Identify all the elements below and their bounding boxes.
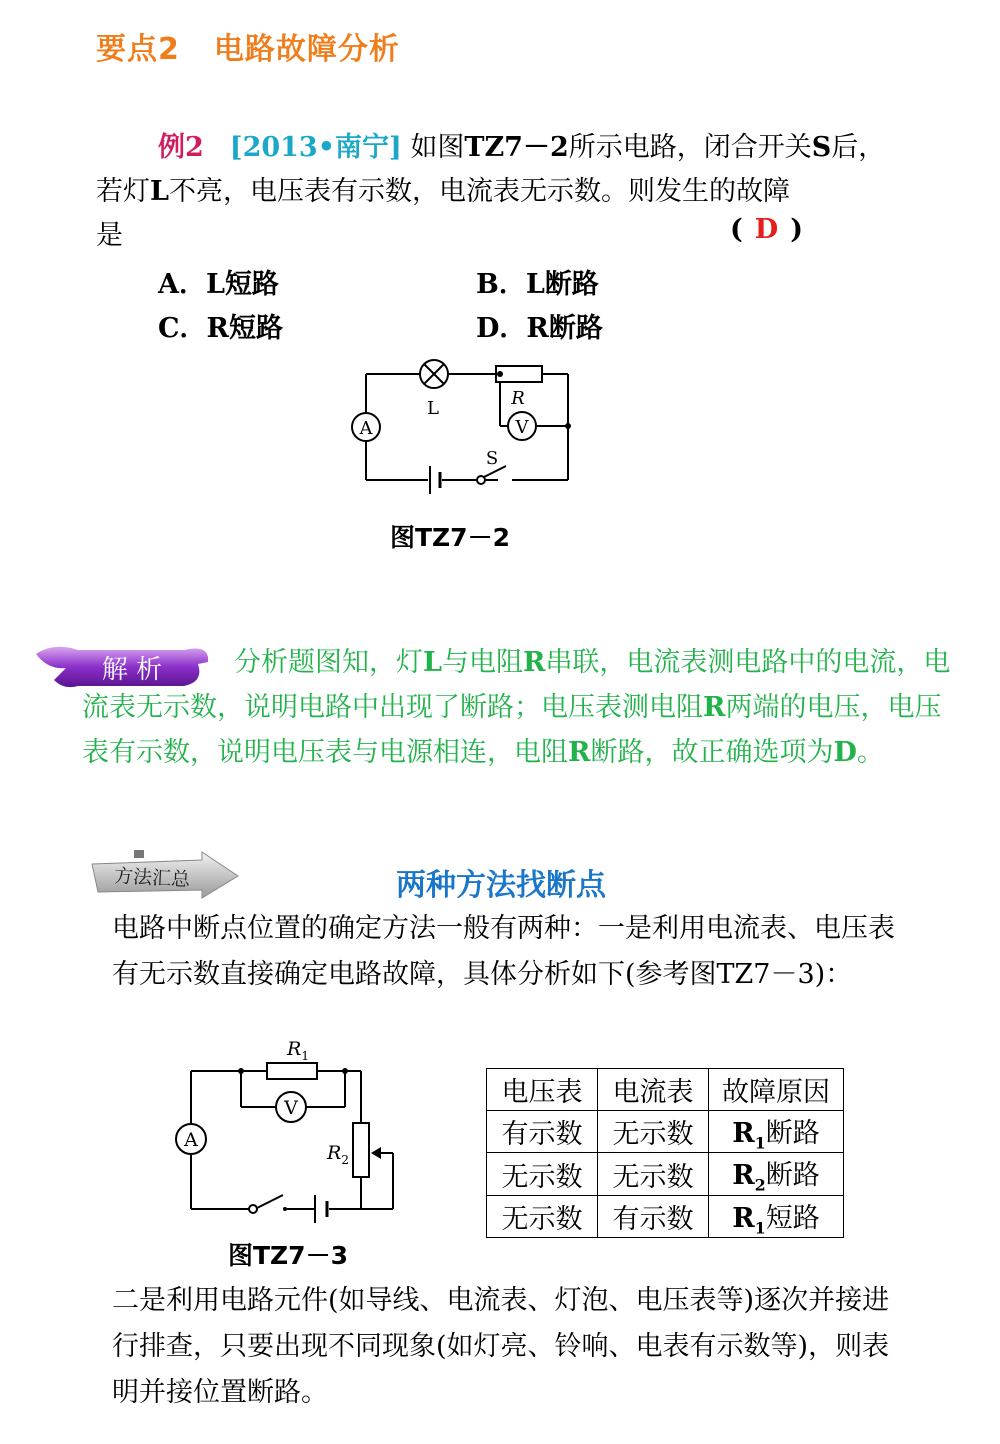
- table-header-row: [487, 1069, 844, 1111]
- option-key: C．: [158, 313, 207, 344]
- option-c: [158, 306, 283, 345]
- battery-symbol: [315, 1195, 327, 1223]
- option-text: R短路: [206, 313, 283, 344]
- table-cell: $R_1$短路: [709, 1195, 844, 1237]
- table-row: [487, 1111, 844, 1153]
- table-cell: 无示数: [487, 1153, 598, 1195]
- battery-symbol: [430, 466, 440, 494]
- analysis-part: L: [423, 647, 442, 678]
- r1-label: $R_1$: [287, 1038, 309, 1063]
- table-row: [487, 1195, 844, 1237]
- voltmeter-label: V: [515, 417, 529, 438]
- analysis-part: 两端的电压，电压表有示数，说明电压表与电源相连，电阻: [82, 692, 942, 768]
- section-heading: [96, 24, 400, 68]
- method-outro: 二是利用电路元件(如导线、电流表、灯泡、电压表等)逐次并接进行排查，只要出现不同现象(如灯亮、铃响、电表有示数等)，则表明并接位置断路。: [112, 1285, 890, 1408]
- analysis-part: 分析题图知，灯: [234, 647, 423, 678]
- section-label: 要点2: [96, 32, 180, 67]
- circuit-diagram-2: [165, 1035, 415, 1225]
- resistor-label: R: [511, 388, 525, 409]
- table-header: 电流表: [598, 1069, 709, 1111]
- method-badge-label: 方法汇总: [113, 865, 191, 891]
- option-key: D．: [476, 313, 527, 344]
- analysis-part: R: [703, 692, 726, 723]
- table-cell: 有示数: [487, 1111, 598, 1153]
- ammeter-label: A: [184, 1129, 198, 1151]
- figure-caption-1: 图TZ7－2: [390, 523, 510, 552]
- fault-table: [486, 1068, 844, 1238]
- switch-label: S: [485, 448, 499, 469]
- analysis-part: 。: [856, 737, 884, 768]
- section-title: 电路故障分析: [213, 32, 400, 67]
- analysis-part: 串联，电流表测电路中的电流，电流表无示数，说明电路中出现了断路；电压表测电阻: [82, 647, 951, 723]
- option-d: [476, 306, 603, 345]
- lamp-ref: L: [150, 176, 169, 207]
- question-source: [2013•南宁]: [229, 132, 402, 163]
- option-a: [158, 262, 279, 301]
- answer-value: D: [754, 214, 779, 245]
- option-key: A．: [158, 269, 206, 300]
- figure-reference: TZ7－2: [464, 132, 569, 163]
- example-label: 例2: [158, 132, 204, 163]
- question-text-2: 所示电路，闭合开关: [568, 132, 812, 163]
- analysis-part: R: [522, 647, 546, 678]
- resistor-r2-symbol: [353, 1123, 369, 1177]
- lamp-label: L: [427, 398, 439, 419]
- table-cell: $R_1$断路: [709, 1111, 844, 1153]
- option-text: L断路: [525, 269, 599, 300]
- question-text-6: 是: [96, 220, 123, 251]
- method-title: 两种方法找断点: [396, 868, 606, 903]
- table-header: 故障原因: [709, 1069, 844, 1111]
- analysis-badge-label: 解 析: [101, 655, 163, 685]
- paren-open: (: [730, 214, 743, 245]
- table-cell: 无示数: [598, 1111, 709, 1153]
- figure-caption-2: 图TZ7－3: [228, 1241, 348, 1270]
- analysis-part: 断路，故正确选项为: [590, 737, 834, 768]
- analysis-part: R: [568, 737, 591, 768]
- lamp-symbol: [420, 360, 448, 388]
- table-row: [487, 1153, 844, 1195]
- resistor-r1-symbol: [267, 1063, 317, 1079]
- option-text: R断路: [526, 313, 603, 344]
- ammeter-label: A: [359, 418, 373, 439]
- answer-blank: [730, 214, 803, 245]
- method-intro: 电路中断点位置的确定方法一般有两种：一是利用电流表、电压表有无示数直接确定电路故障，具体分析如下(参考图TZ7－3)：: [112, 913, 895, 990]
- circuit-diagram-1: [330, 350, 590, 500]
- switch-symbol: [249, 1205, 257, 1213]
- question-text-3: 后，: [831, 132, 886, 163]
- analysis-part: D: [833, 737, 857, 768]
- question-text-5: 不亮，电压表有示数，电流表无示数。则发生的故障: [168, 176, 790, 207]
- question-text-1: 如图: [410, 132, 465, 163]
- option-text: L短路: [205, 269, 279, 300]
- analysis-part: 与电阻: [441, 647, 523, 678]
- method-badge: [90, 850, 240, 900]
- r2-label: $R_2$: [327, 1142, 349, 1167]
- paren-close: ): [790, 214, 803, 245]
- switch-ref: S: [811, 132, 832, 163]
- voltmeter-label: V: [284, 1097, 298, 1119]
- table-header: 电压表: [487, 1069, 598, 1111]
- table-cell: $R_2$断路: [709, 1153, 844, 1195]
- table-cell: 无示数: [598, 1153, 709, 1195]
- option-b: [476, 262, 599, 301]
- analysis-text: [82, 640, 962, 775]
- table-cell: 有示数: [598, 1195, 709, 1237]
- table-cell: 无示数: [487, 1195, 598, 1237]
- switch-symbol: [477, 476, 485, 484]
- option-key: B．: [476, 269, 526, 300]
- question-text-4: 若灯: [96, 176, 150, 207]
